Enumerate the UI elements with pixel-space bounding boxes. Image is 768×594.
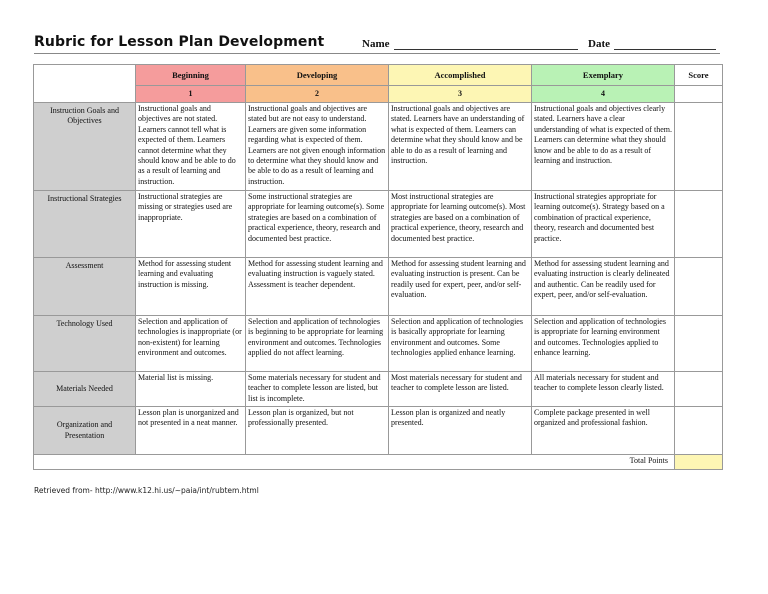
category-label: Assessment — [34, 258, 136, 316]
rubric-cell: Some instructional strategies are appropriate for learning outcome(s). Some strategies are based on a combination of practical experience, theory, research and documented best practice. — [246, 191, 389, 258]
level-header-beginning: Beginning — [136, 65, 246, 86]
level-header-accomplished: Accomplished — [389, 65, 532, 86]
total-score-cell[interactable] — [675, 455, 723, 470]
name-field[interactable] — [362, 38, 578, 50]
rubric-cell: Some materials necessary for student and teacher to complete lesson are listed, but list is incomplete. — [246, 372, 389, 407]
rubric-row-technology — [34, 316, 723, 372]
rubric-cell: Method for assessing student learning and evaluating instruction is present. Can be readily used for expert, peer, and/or self-evaluation. — [389, 258, 532, 316]
rubric-cell: Instructional goals and objectives clearly stated. Learners have a clear understanding of what is expected of them. Learners can determine what they should know and be able to do as a result of learning and instruction. — [532, 103, 675, 191]
rubric-cell: Most instructional strategies are appropriate for learning outcome(s). Most strategies are based on a combination of practical experience, theory, research and documented best practice. — [389, 191, 532, 258]
rubric-cell: Instructional strategies appropriate for learning outcome(s). Strategy based on a combination of practical experience, theory, research and documented best practice. — [532, 191, 675, 258]
name-blank-line[interactable] — [394, 39, 578, 50]
rubric-cell: Complete package presented in well organized and professional fashion. — [532, 407, 675, 455]
rubric-cell: Most materials necessary for student and teacher to complete lesson are listed. — [389, 372, 532, 407]
score-header: Score — [675, 65, 723, 86]
category-label: Materials Needed — [34, 372, 136, 407]
header-divider — [34, 53, 720, 54]
level-number-4: 4 — [532, 86, 675, 103]
rubric-table — [33, 64, 723, 470]
date-label: Date — [588, 38, 610, 50]
rubric-cell: Instructional goals and objectives are stated but are not easy to understand. Learners are given some information regarding what is expected of them. Learners are not given enough information to determine what they should know and be able to do as a result of learning and instruction. — [246, 103, 389, 191]
rubric-cell: Method for assessing student learning and evaluating instruction is vaguely stated. Assessment is teacher dependent. — [246, 258, 389, 316]
rubric-row-materials — [34, 372, 723, 407]
rubric-cell: Method for assessing student learning and evaluating instruction is missing. — [136, 258, 246, 316]
date-field[interactable] — [588, 38, 716, 50]
category-label: Technology Used — [34, 316, 136, 372]
category-label: Instruction Goals and Objectives — [34, 103, 136, 191]
total-points-label: Total Points — [34, 455, 675, 470]
category-label: Organization and Presentation — [34, 407, 136, 455]
rubric-cell: Lesson plan is organized and neatly presented. — [389, 407, 532, 455]
header-row — [34, 65, 723, 86]
category-label: Instructional Strategies — [34, 191, 136, 258]
rubric-cell: Lesson plan is unorganized and not presented in a neat manner. — [136, 407, 246, 455]
rubric-cell: Material list is missing. — [136, 372, 246, 407]
rubric-cell: Selection and application of technologies is inappropriate (or non-existent) for learning environment and outcomes. — [136, 316, 246, 372]
rubric-cell: Selection and application of technologies is beginning to be appropriate for learning environment and outcomes. Technologies applied do not affect learning. — [246, 316, 389, 372]
rubric-cell: Lesson plan is organized, but not professionally presented. — [246, 407, 389, 455]
score-cell[interactable] — [675, 316, 723, 372]
rubric-cell: Instructional goals and objectives are stated. Learners have an understanding of what is expected of them. Learners can determine what they should know and be able to do as a result of learning and instruction. — [389, 103, 532, 191]
level-number-3: 3 — [389, 86, 532, 103]
rubric-row-strategies — [34, 191, 723, 258]
score-cell[interactable] — [675, 258, 723, 316]
rubric-row-goals — [34, 103, 723, 191]
score-cell[interactable] — [675, 103, 723, 191]
total-points-row — [34, 455, 723, 470]
source-footer: Retrieved from- http://www.k12.hi.us/~paia/int/rubtem.html — [34, 486, 259, 495]
score-cell[interactable] — [675, 372, 723, 407]
level-number-2: 2 — [246, 86, 389, 103]
rubric-cell: Selection and application of technologies is basically appropriate for learning environment and outcomes. Some technologies applied enhance learning. — [389, 316, 532, 372]
level-header-exemplary: Exemplary — [532, 65, 675, 86]
level-header-developing: Developing — [246, 65, 389, 86]
date-blank-line[interactable] — [614, 39, 716, 50]
score-cell[interactable] — [675, 407, 723, 455]
rubric-cell: Selection and application of technologies is appropriate for learning environment and outcomes. Technologies applied to enhance learning. — [532, 316, 675, 372]
rubric-cell: Method for assessing student learning and evaluating instruction is clearly delineated and authentic. Can be readily used for expert, peer, and/or self-evaluation. — [532, 258, 675, 316]
document-title: Rubric for Lesson Plan Development — [34, 34, 325, 50]
rubric-cell: Instructional goals and objectives are not stated. Learners cannot tell what is expected of them. Learners cannot determine what they should know and be able to do as a result of learning and instruction. — [136, 103, 246, 191]
name-label: Name — [362, 38, 390, 50]
level-number-row — [34, 86, 723, 103]
level-number-1: 1 — [136, 86, 246, 103]
score-number-cell — [675, 86, 723, 103]
rubric-cell: Instructional strategies are missing or strategies used are inappropriate. — [136, 191, 246, 258]
rubric-row-assessment — [34, 258, 723, 316]
score-cell[interactable] — [675, 191, 723, 258]
rubric-cell: All materials necessary for student and teacher to complete lesson clearly listed. — [532, 372, 675, 407]
corner-cell — [34, 65, 136, 103]
rubric-row-organization — [34, 407, 723, 455]
